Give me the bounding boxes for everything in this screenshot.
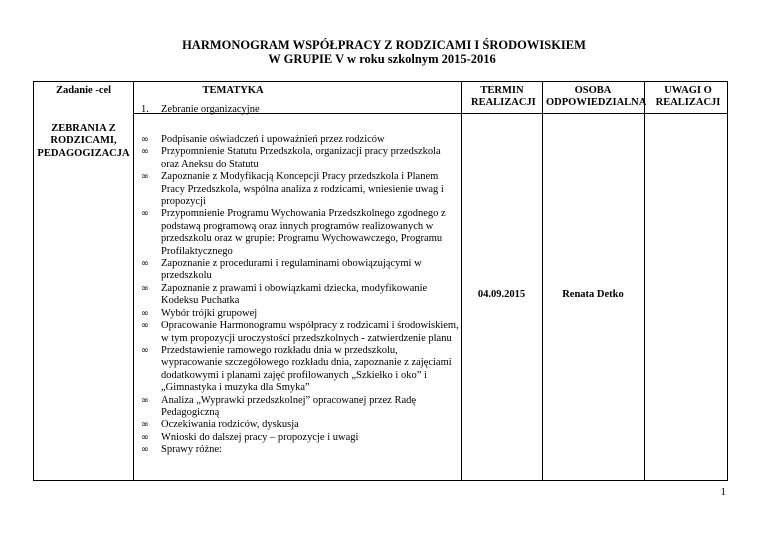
topic-list-item — [141, 395, 461, 420]
column-header-notes: UWAGI O REALIZACJI — [655, 85, 721, 109]
bullet-icon: ∞ — [141, 171, 149, 183]
topic-list-item — [141, 419, 461, 431]
bullet-icon: ∞ — [141, 320, 149, 332]
bullet-icon: ∞ — [141, 431, 149, 443]
column-divider — [542, 82, 543, 480]
topic-list-item — [141, 208, 461, 258]
bullet-icon: ∞ — [141, 307, 149, 319]
topic-item-text: Podpisanie oświadczeń i upoważnień przez rodziców — [161, 134, 385, 145]
topic-item-text: Analiza „Wyprawki przedszkolnej” opracowanej przez Radę Pedagogiczną — [161, 394, 417, 418]
bullet-icon: ∞ — [141, 394, 149, 406]
section-number: 1. — [141, 104, 149, 115]
topic-item-text: Zapoznanie z prawami i obowiązkami dziecka, modyfikowanie Kodeksu Puchatka — [161, 282, 428, 307]
document-subtitle: W GRUPIE V w roku szkolnym 2015-2016 — [268, 52, 496, 66]
topic-list-item — [141, 308, 461, 320]
person-value: Renata Detko — [562, 289, 624, 300]
task-cell: ZEBRANIA Z RODZICAMI, PEDAGOGIZACJA — [37, 123, 130, 159]
topic-item-text: Przypomnienie Programu Wychowania Przedszkolnego zgodnego z podstawą programową oraz innych programów realizowanych w przedszkolu oraz w grupie: Programu Wychowawczego, Programu Profilaktycznego — [161, 208, 446, 257]
bullet-icon: ∞ — [141, 208, 149, 220]
bullet-icon: ∞ — [141, 282, 149, 294]
topic-list-item — [141, 283, 461, 308]
column-header-term: TERMIN REALIZACJI — [471, 85, 536, 109]
column-divider — [644, 82, 645, 480]
topic-item-text: Zapoznanie z Modyfikacją Koncepcji Pracy przedszkola i Planem Pracy Przedszkola, wspólna analiza z rodzicami, wniesienie uwag i propozycji — [161, 171, 444, 208]
term-value: 04.09.2015 — [477, 289, 526, 300]
topic-list-item — [141, 432, 461, 444]
document-title: HARMONOGRAM WSPÓŁPRACY Z RODZICAMI I ŚRODOWISKIEM — [182, 38, 586, 52]
topic-item-text: Przypomnienie Statutu Przedszkola, organizacji pracy przedszkola oraz Aneksu do Statutu — [161, 146, 441, 170]
topic-item-text: Przedstawienie ramowego rozkładu dnia w przedszkolu, wypracowanie szczegółowego rozkładu dnia, zapoznanie z zajęciami dodatkowymi i planami zajęć profilowanych „Szkiełko i oko” i „Gimnastyka i muzyka dla Smyka” — [161, 344, 452, 394]
topic-list-item — [141, 171, 461, 208]
bullet-icon: ∞ — [141, 146, 149, 158]
topic-item-text: Zapoznanie z procedurami i regulaminami obowiązującymi w przedszkolu — [161, 258, 422, 282]
section-title: Zebranie organizacyjne — [161, 104, 260, 115]
topic-list-item — [141, 444, 461, 456]
bullet-icon: ∞ — [141, 419, 149, 431]
topic-item-text: Wybór trójki grupowej — [161, 307, 258, 319]
topic-item-text: Sprawy różne: — [161, 444, 222, 456]
bullet-icon: ∞ — [141, 134, 149, 145]
column-header-task: Zadanie -cel — [55, 85, 112, 96]
topic-list-item — [141, 134, 461, 146]
page-number: 1 — [720, 486, 726, 498]
topic-list-item — [141, 258, 461, 283]
schedule-table — [33, 81, 728, 481]
topic-list-item — [141, 146, 461, 171]
column-header-person: OSOBA ODPOWIEDZIALNA — [546, 85, 647, 109]
bullet-icon: ∞ — [141, 258, 149, 270]
topic-item-text: Oczekiwania rodziców, dyskusja — [161, 419, 299, 431]
topic-item-text: Opracowanie Harmonogramu współpracy z rodzicami i środowiskiem, w tym propozycji uroczystości przedszkolnych - zatwierdzenie planu — [161, 320, 459, 344]
column-divider — [133, 82, 134, 480]
topic-list-item — [141, 320, 461, 345]
topic-list — [141, 134, 461, 457]
bullet-icon: ∞ — [141, 344, 149, 356]
topic-item-text: Wnioski do dalszej pracy – propozycje i uwagi — [161, 431, 359, 443]
topic-list-item — [141, 345, 461, 395]
bullet-icon: ∞ — [141, 444, 149, 456]
column-header-topic: TEMATYKA — [202, 85, 264, 96]
column-divider — [461, 82, 462, 480]
